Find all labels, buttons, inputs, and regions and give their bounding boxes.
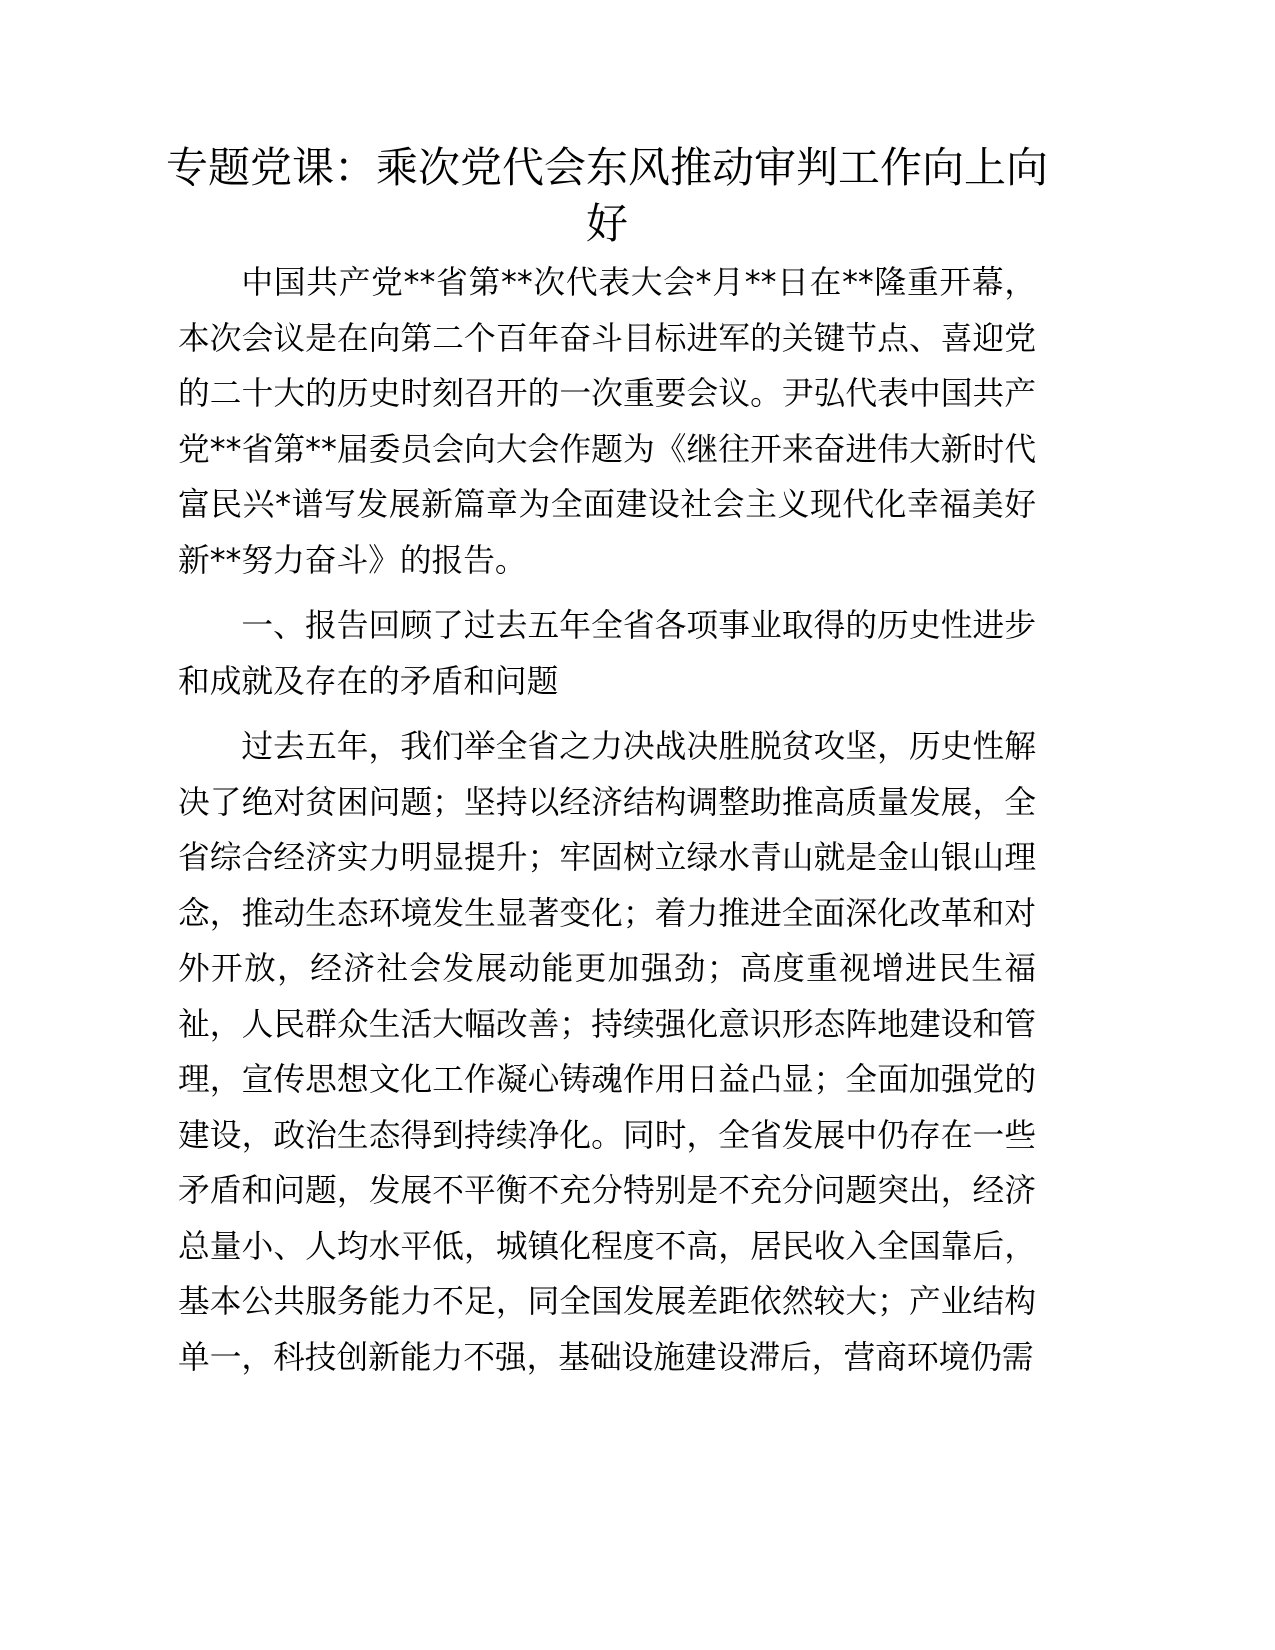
paragraph-review: 过去五年，我们举全省之力决战决胜脱贫攻坚，历史性解决了绝对贫困问题；坚持以经济结构调整助推高质量发展，全省综合经济实力明显提升；牢固树立绿水青山就是金山银山理念，推动生态环境发生显著变化；着力推进全面深化改革和对外开放，经济社会发展动能更加强劲；高度重视增进民生福祉，人民群众生活大幅改善；持续强化意识形态阵地建设和管理，宣传思想文化工作凝心铸魂作用日益凸显；全面加强党的建设，政治生态得到持续净化。同时，全省发展中仍存在一些矛盾和问题，发展不平衡不充分特别是不充分问题突出，经济总量小、人均水平低，城镇化程度不高，居民收入全国靠后，基本公共服务能力不足，同全国发展差距依然较大；产业结构单一，科技创新能力不强，基础设施建设滞后，营商环境仍需 [178, 729, 1036, 1376]
document-title: 专题党课：乘次党代会东风推动审判工作向上向好 [165, 143, 1048, 248]
document-page [165, 140, 1048, 1396]
section-heading-1: 一、报告回顾了过去五年全省各项事业取得的历史性进步和成就及存在的矛盾和问题 [178, 608, 1036, 700]
paragraph-intro: 中国共产党**省第**次代表大会*月**日在**隆重开幕，本次会议是在向第二个百年奋斗目标进军的关键节点、喜迎党的二十大的历史时刻召开的一次重要会议。尹弘代表中国共产党**省第**届委员会向大会作题为《继往开来奋进伟大新时代富民兴*谱写发展新篇章为全面建设社会主义现代化幸福美好新**努力奋斗》的报告。 [178, 265, 1036, 579]
